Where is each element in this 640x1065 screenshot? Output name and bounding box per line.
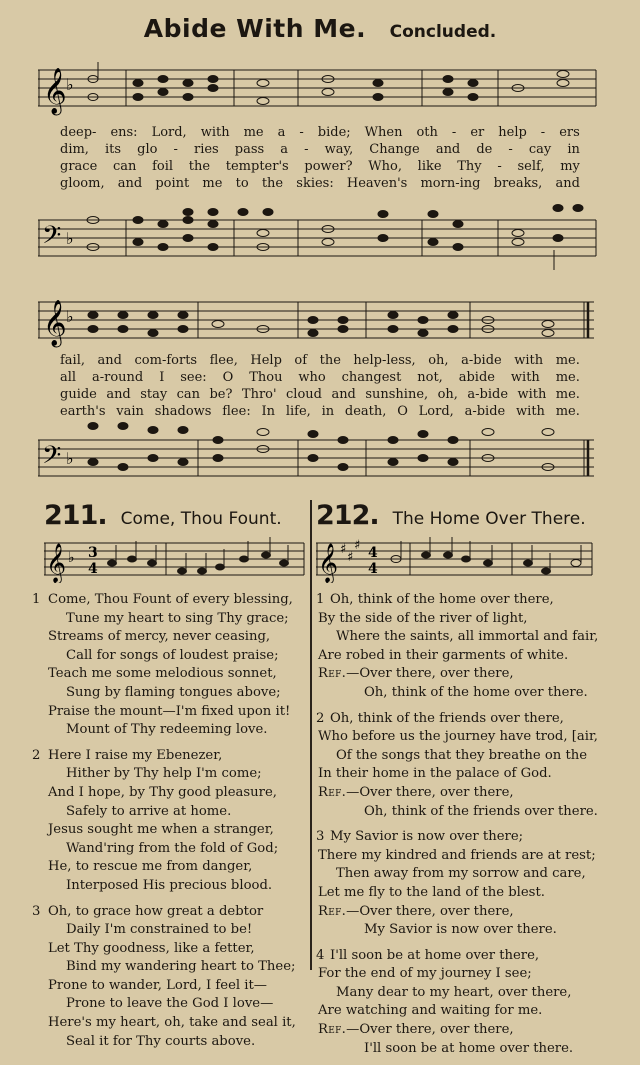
sharp-icon: ♯	[354, 538, 361, 553]
bass-clef-icon: 𝄢	[42, 441, 62, 476]
bass-staff-svg	[38, 200, 598, 272]
lyric-syllable: help	[498, 125, 527, 140]
verse-number: 1	[32, 592, 41, 607]
lyric-syllable: a-bide	[467, 387, 509, 402]
lyric-syllable: me	[202, 176, 223, 191]
lyric-syllable: to	[235, 176, 249, 191]
flat-icon: ♭	[66, 307, 74, 326]
lyric-syllable: a	[280, 142, 289, 157]
verse	[318, 710, 606, 822]
lyric-syllable: Thou	[249, 370, 283, 385]
refrain-line: Oh, think of the friends over there.	[364, 803, 598, 819]
system2-bass-staff	[38, 420, 598, 486]
verse-line: Seal it for Thy courts above.	[66, 1033, 256, 1049]
lyric-syllable: and	[97, 353, 122, 368]
lyric-syllable: my	[560, 159, 580, 174]
time-sig-top: 4	[368, 545, 378, 561]
lyric-syllable: oth	[416, 125, 438, 140]
verse-line: Hither by Thy help I'm come;	[66, 766, 262, 782]
flat-icon: ♭	[68, 550, 75, 566]
verse-line: Of the songs that they breathe on the	[336, 747, 588, 763]
verse-number: 2	[316, 710, 325, 726]
lyric-syllable: and	[117, 176, 143, 191]
lyric-syllable: flee,	[209, 353, 238, 368]
hymn-211	[32, 500, 304, 1058]
lyric-syllable: its	[105, 142, 122, 157]
lyric-syllable: a-round	[92, 370, 144, 385]
refrain-line: —Over there, over there,	[346, 1022, 514, 1038]
flat-icon: ♭	[66, 75, 74, 94]
hymn-212-staff	[316, 535, 596, 583]
lyric-syllable: with	[516, 404, 545, 419]
lyric-syllable: grace	[60, 159, 98, 174]
verse-line: Oh, think of the friends over there,	[330, 710, 564, 726]
lyric-syllable: and	[331, 387, 356, 402]
lyric-syllable: with	[200, 125, 230, 140]
lyric-syllable: changest	[341, 370, 402, 385]
lyric-syllable: er	[470, 125, 485, 140]
lyric-syllable: stay	[140, 387, 168, 402]
hymn-number: 211.	[44, 500, 107, 531]
refrain-line: I'll soon be at home over there.	[364, 1040, 574, 1056]
lyric-syllable: the	[319, 353, 341, 368]
bass-staff-svg	[38, 420, 598, 486]
verse-line: He, to rescue me from danger,	[48, 859, 253, 875]
lyric-syllable: self,	[517, 159, 545, 174]
verse-number: 3	[32, 903, 41, 919]
verse-line: Prone to leave the God I love—	[66, 996, 274, 1012]
verse-line: Let Thy goodness, like a fetter,	[48, 940, 255, 956]
lyric-syllable: -	[497, 159, 502, 174]
verse-line: Jesus sought me when a stranger,	[48, 822, 274, 838]
lyric-syllable: -	[299, 125, 304, 140]
lyric-syllable: with	[510, 370, 540, 385]
hymn-211-staff	[44, 535, 306, 583]
lyric-syllable: sunshine,	[365, 387, 429, 402]
lyric-syllable: guide	[60, 387, 97, 402]
verse-line: Tune my heart to sing Thy grace;	[66, 610, 289, 626]
verse-line: Here's my heart, oh, take and seal it,	[48, 1015, 296, 1031]
treble-clef-icon: 𝄞	[43, 300, 67, 346]
lyric-syllable: with	[517, 387, 547, 402]
lyric-syllable: can	[112, 159, 137, 174]
lyric-syllable: a-bide	[464, 404, 506, 419]
lyric-syllable: ens:	[110, 125, 138, 140]
verse-line: Are robed in their garments of white.	[318, 647, 569, 663]
lyric-syllable: In	[261, 404, 276, 419]
verse-line: Teach me some melodious sonnet,	[48, 666, 277, 682]
verse-line: My Savior is now over there;	[330, 829, 524, 845]
lyric-syllable: Heaven's	[346, 176, 408, 191]
lyric-line	[60, 158, 580, 175]
flat-icon: ♭	[66, 449, 74, 468]
lyric-syllable: point	[155, 176, 190, 191]
lyric-line	[60, 369, 580, 386]
system1-bass-staff	[38, 200, 598, 272]
treble-staff-svg	[38, 60, 598, 116]
lyric-syllable: in	[567, 142, 580, 157]
verse	[318, 947, 606, 1059]
system2-lyrics	[60, 352, 580, 420]
lyric-syllable: Lord,	[418, 404, 454, 419]
lyric-syllable: Thy	[457, 159, 482, 174]
verse-line: Where the saints, all immortal and fair,	[336, 629, 599, 645]
page-title	[0, 14, 640, 43]
lyric-syllable: Thro'	[241, 387, 277, 402]
lyric-line	[60, 141, 580, 158]
verse-number: 2	[32, 747, 41, 763]
treble-clef-icon: 𝄞	[46, 543, 67, 583]
verse-line: There my kindred and friends are at rest;	[318, 847, 596, 863]
verse-line: By the side of the river of light,	[318, 610, 528, 626]
lyric-syllable: and	[435, 142, 461, 157]
hymn-subtitle: Concluded.	[389, 22, 497, 42]
lyric-syllable: power?	[304, 159, 353, 174]
verse-line: I'll soon be at home over there,	[330, 947, 540, 963]
lyric-syllable: earth's	[60, 404, 106, 419]
lyric-syllable: be?	[209, 387, 233, 402]
system1-lyrics	[60, 124, 580, 192]
refrain-line: —Over there, over there,	[346, 666, 514, 682]
lyric-syllable: Lord,	[151, 125, 187, 140]
sharp-icon: ♯	[340, 542, 347, 557]
lyric-syllable: with	[514, 353, 544, 368]
lyric-syllable: Who,	[368, 159, 402, 174]
lyric-syllable: oh,	[437, 387, 458, 402]
lyric-syllable: glo	[137, 142, 158, 157]
lyric-syllable: O	[222, 370, 234, 385]
refrain-line: —Over there, over there,	[346, 903, 514, 919]
lyric-line	[60, 124, 580, 141]
lyric-syllable: who	[298, 370, 326, 385]
system1-treble-staff	[38, 60, 598, 116]
lyric-syllable: me	[243, 125, 264, 140]
lyric-syllable: help-less,	[353, 353, 416, 368]
lyric-syllable: oh,	[428, 353, 449, 368]
verse-line: Oh, think of the home over there,	[330, 592, 554, 607]
refrain-line: —Over there, over there,	[346, 784, 514, 800]
verse-line: Streams of mercy, never ceasing,	[48, 629, 271, 645]
hymn-header	[44, 500, 304, 531]
lyric-syllable: -	[451, 125, 457, 140]
lyric-syllable: me.	[555, 370, 580, 385]
verse-line: Many dear to my heart, over there,	[336, 984, 572, 1000]
hymn-number: 212.	[316, 500, 379, 531]
lyric-syllable: cloud	[286, 387, 322, 402]
lyric-syllable: cay	[528, 142, 552, 157]
verse-line: Come, Thou Fount of every blessing,	[48, 592, 293, 607]
lyric-syllable: com-forts	[134, 353, 198, 368]
lyric-syllable: abide	[458, 370, 495, 385]
lyric-syllable: of	[294, 353, 308, 368]
column-divider	[310, 500, 312, 970]
lyric-line	[60, 386, 580, 403]
lyric-syllable: -	[540, 125, 546, 140]
verse-line: In their home in the palace of God.	[318, 766, 552, 782]
verse-line: Prone to wander, Lord, I feel it—	[48, 977, 267, 993]
lyric-syllable: the	[188, 159, 211, 174]
lyric-syllable: not,	[417, 370, 443, 385]
lyric-syllable: me.	[555, 404, 580, 419]
hymn-212	[316, 500, 606, 1065]
verse-line: Then away from my sorrow and care,	[336, 866, 586, 882]
refrain-label: Ref.	[318, 1022, 347, 1038]
lyric-syllable: shadows	[154, 404, 212, 419]
verse-line: And I hope, by Thy good pleasure,	[48, 784, 277, 800]
lyric-syllable: and	[555, 176, 580, 191]
verse-line: Oh, to grace how great a debtor	[48, 903, 264, 919]
lyric-syllable: all	[60, 370, 77, 385]
hymn-title: The Home Over There.	[392, 509, 586, 529]
time-sig-bottom: 4	[368, 561, 378, 577]
verse-line: Who before us the journey have trod, [air,	[318, 729, 598, 745]
verse	[318, 591, 606, 703]
lyric-syllable: skies:	[296, 176, 334, 191]
verse	[32, 903, 304, 1052]
lyric-syllable: and	[106, 387, 131, 402]
lyric-syllable: the	[261, 176, 284, 191]
lyric-syllable: -	[304, 142, 309, 157]
lyric-syllable: deep-	[60, 125, 97, 140]
lyric-syllable: morn-ing	[420, 176, 481, 191]
flat-icon: ♭	[66, 229, 74, 248]
hymn-title: Abide With Me.	[143, 14, 367, 43]
verse-line: Interposed His precious blood.	[66, 877, 273, 893]
lyric-line	[60, 175, 580, 192]
lyric-syllable: tempter's	[225, 159, 289, 174]
lyric-syllable: in	[321, 404, 335, 419]
lyric-syllable: foil	[152, 159, 174, 174]
lyric-syllable: fail,	[60, 353, 86, 368]
lyric-syllable: flee:	[222, 404, 251, 419]
treble-clef-icon: 𝄞	[318, 543, 339, 583]
lyric-line	[60, 352, 580, 369]
hymn-211-verses	[32, 591, 304, 1051]
lyric-syllable: see:	[180, 370, 207, 385]
verse-line: For the end of my journey I see;	[318, 966, 532, 982]
lyric-syllable: can	[176, 387, 201, 402]
verse-line: Sung by flaming tongues above;	[66, 684, 281, 700]
lyric-syllable: O	[397, 404, 408, 419]
lyric-syllable: breaks,	[493, 176, 543, 191]
verse-line: Are watching and waiting for me.	[318, 1003, 543, 1019]
verse-number: 4	[316, 947, 325, 963]
verse-line: Call for songs of loudest praise;	[66, 647, 279, 663]
lyric-syllable: gloom,	[60, 176, 105, 191]
lyric-syllable: way,	[324, 142, 354, 157]
verse-number: 3	[316, 829, 325, 845]
lyric-syllable: ries	[193, 142, 219, 157]
lyric-syllable: dim,	[60, 142, 89, 157]
lyric-line	[60, 403, 580, 420]
lyric-syllable: me.	[555, 387, 580, 402]
verse-line: Daily I'm constrained to be!	[66, 922, 253, 938]
lyric-syllable: I	[159, 370, 165, 385]
hymn-212-verses	[316, 591, 606, 1058]
refrain-line: My Savior is now over there.	[364, 922, 557, 938]
lyric-syllable: de	[476, 142, 493, 157]
hymn-title: Come, Thou Fount.	[120, 509, 282, 529]
lyric-syllable: life,	[285, 404, 311, 419]
time-sig-top: 3	[88, 545, 98, 561]
verse	[318, 828, 606, 940]
refrain-label: Ref.	[318, 903, 347, 919]
lyric-syllable: Help	[250, 353, 282, 368]
system2-treble-staff	[38, 292, 598, 348]
refrain-line: Oh, think of the home over there.	[364, 684, 588, 700]
refrain-label: Ref.	[318, 666, 347, 682]
lyric-syllable: a-bide	[461, 353, 502, 368]
verse	[32, 747, 304, 896]
sharp-icon: ♯	[347, 550, 354, 565]
lyric-syllable: like	[417, 159, 442, 174]
verse-line: Let me fly to the land of the blest.	[318, 884, 545, 900]
verse-line: Bind my wandering heart to Thee;	[66, 959, 296, 975]
verse-line: Here I raise my Ebenezer,	[48, 747, 223, 763]
time-sig-bottom: 4	[88, 561, 98, 577]
verse-line: Wand'ring from the fold of God;	[66, 840, 279, 856]
lyric-syllable: me.	[555, 353, 580, 368]
refrain-label: Ref.	[318, 784, 347, 800]
lyric-syllable: Change	[369, 142, 420, 157]
lyric-syllable: When	[364, 125, 403, 140]
verse-line: Mount of Thy redeeming love.	[66, 722, 268, 738]
treble-staff-svg	[38, 292, 598, 348]
verse-number: 1	[316, 592, 325, 607]
lyric-syllable: bide;	[317, 125, 351, 140]
lyric-syllable: ers	[559, 125, 580, 140]
lyric-syllable: pass	[234, 142, 265, 157]
verse	[32, 591, 304, 740]
lyric-syllable: death,	[344, 404, 387, 419]
bass-clef-icon: 𝄢	[42, 221, 62, 256]
hymn-header	[316, 500, 606, 531]
verse-line: Safely to arrive at home.	[66, 803, 232, 819]
lyric-syllable: -	[173, 142, 178, 157]
verse-line: Praise the mount—I'm fixed upon it!	[48, 703, 291, 719]
lyric-syllable: -	[508, 142, 513, 157]
lyric-syllable: vain	[116, 404, 144, 419]
treble-clef-icon: 𝄞	[43, 68, 67, 114]
lyric-syllable: a	[277, 125, 286, 140]
